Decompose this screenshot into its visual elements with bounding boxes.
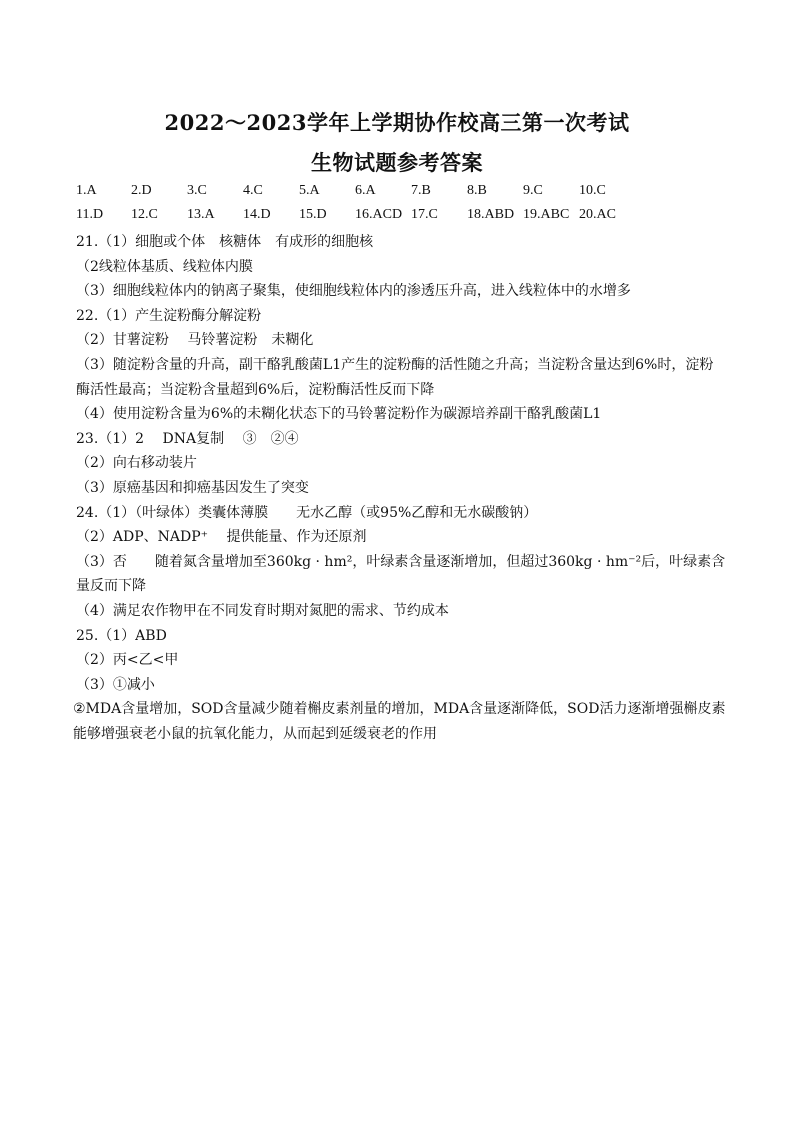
answer-q24-3: （3）否 随着氮含量增加至360kg · hm²，叶绿素含量逐渐增加，但超过360kg · hm⁻²后，叶绿素含量反而下降 [76, 553, 726, 595]
mc-answer: 3.C [187, 183, 207, 198]
answer-q23-1: 23.（1）2 DNA复制 ③ ②④ [76, 430, 299, 447]
answer-q21-1: 21.（1）细胞或个体 核糖体 有成形的细胞核 [76, 234, 374, 250]
free-response-answers [73, 230, 726, 746]
answer-q23-2: （2）向右移动装片 [76, 455, 197, 472]
mc-answer: 8.B [467, 183, 487, 198]
mc-answer: 15.D [299, 207, 327, 222]
mc-answer: 17.C [411, 207, 438, 222]
mc-answer: 2.D [131, 183, 152, 198]
mc-answer: 4.C [243, 183, 263, 198]
mc-answer: 11.D [76, 207, 104, 222]
page-subtitle: 生物试题参考答案 [311, 150, 483, 175]
mc-answer: 13.A [187, 207, 215, 222]
answer-q21-2: （2线粒体基质、线粒体内膜 [76, 258, 253, 275]
answer-q25-4: ②MDA含量增加，SOD含量减少随着槲皮素剂量的增加，MDA含量逐渐降低，SOD活力逐渐增强槲皮素能够增强衰老小鼠的抗氧化能力，从而起到延缓衰老的作用 [73, 701, 726, 742]
mc-answer: 10.C [579, 183, 606, 198]
answer-q25-1: 25.（1）ABD [76, 627, 167, 644]
mc-answer: 19.ABC [523, 207, 570, 222]
mc-answer: 9.C [523, 183, 543, 198]
answer-q25-3: （3）①减小 [76, 676, 155, 693]
mc-answer: 7.B [411, 183, 431, 198]
answer-q22-2: （2）甘薯淀粉 马铃薯淀粉 未糊化 [76, 332, 314, 349]
mc-answer: 18.ABD [467, 207, 515, 222]
page-title: 2022～2023学年上学期协作校高三第一次考试 [164, 110, 630, 135]
mc-answer: 20.AC [579, 207, 616, 222]
answer-q24-4: （4）满足农作物甲在不同发育时期对氮肥的需求、节约成本 [76, 602, 449, 619]
answer-q24-1: 24.（1）（叶绿体）类囊体薄膜 无水乙醇（或95%乙醇和无水碳酸钠） [76, 504, 538, 521]
answer-q22-3: （3）随淀粉含量的升高，副干酪乳酸菌L1产生的淀粉酶的活性随之升高；当淀粉含量达到6%时，淀粉酶活性最高；当淀粉含量超到6%后，淀粉酶活性反而下降 [76, 356, 714, 398]
mc-answer: 16.ACD [355, 207, 403, 222]
answer-q21-3: （3）细胞线粒体内的钠离子聚集，使细胞线粒体内的渗透压升高，进入线粒体中的水增多 [76, 283, 631, 300]
mc-answer: 1.A [76, 183, 97, 198]
mc-answer: 14.D [243, 207, 271, 222]
mc-answer: 12.C [131, 207, 158, 222]
answer-q22-1: 22.（1）产生淀粉酶分解淀粉 [76, 307, 262, 324]
answer-q24-2: （2）ADP、NADP⁺ 提供能量、作为还原剂 [76, 529, 367, 546]
answer-q25-2: （2）丙<乙<甲 [76, 652, 179, 669]
answer-q22-4: （4）使用淀粉含量为6%的未糊化状态下的马铃薯淀粉作为碳源培养副干酪乳酸菌L1 [76, 406, 602, 423]
answer-q23-3: （3）原癌基因和抑癌基因发生了突变 [76, 479, 309, 496]
mc-answer: 5.A [299, 183, 320, 198]
mc-answer: 6.A [355, 183, 376, 198]
